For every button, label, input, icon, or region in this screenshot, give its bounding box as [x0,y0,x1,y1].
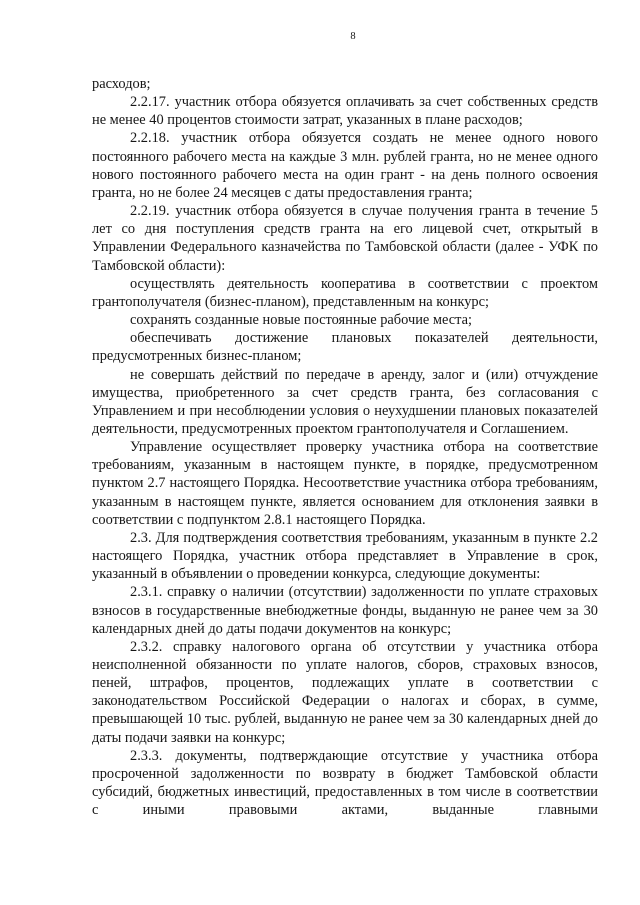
paragraph-2-3: 2.3. Для подтверждения соответствия требованиям, указанным в пункте 2.2 настоящего Порядка, участник отбора представляет в Управление в срок, указанный в объявлении о проведении конкурса, следующие документы: [92,529,598,583]
paragraph-obligation-activity: осуществлять деятельность кооператива в соответствии с проектом грантополучателя (бизнес-планом), представленным на конкурс; [92,275,598,310]
page-number: 8 [350,31,356,42]
paragraph-2-2-18: 2.2.18. участник отбора обязуется создать не менее одного нового постоянного рабочего места на каждые 3 млн. рублей гранта, но не менее одного нового постоянного рабочего места на один грант - на день полного освоения гранта, но не более 24 месяцев с даты предоставления гранта; [92,130,598,201]
paragraph-obligation-indicators: обеспечивать достижение плановых показателей деятельности, предусмотренных бизнес-планом; [92,330,598,365]
paragraph-obligation-jobs: сохранять созданные новые постоянные рабочие места; [130,312,472,329]
paragraph-2-3-2: 2.3.2. справку налогового органа об отсутствии у участника отбора неисполненной обязанности по уплате налогов, сборов, страховых взносов, пеней, штрафов, процентов, подлежащих уплате в соответствии с законодательством Российской Федерации о налогах и сборах, в сумме, превышающей 10 тыс. рублей, выданную не ранее чем за 30 календарных дней до даты подачи заявки на конкурс; [92,638,598,746]
paragraph-2-2-19: 2.2.19. участник отбора обязуется в случае получения гранта в течение 5 лет со дня поступления средств гранта на его лицевой счет, открытый в Управлении Федерального казначейства по Тамбовской области (далее - УФК по Тамбовской области): [92,203,598,274]
document-body [92,75,598,819]
paragraph-continuation: расходов; [92,76,151,92]
paragraph-verification: Управление осуществляет проверку участника отбора на соответствие требованиям, указанным в настоящем пункте, в порядке, предусмотренном пунктом 2.7 настоящего Порядка. Несоответствие участника отбора требованиям, указанным в настоящем пункте, является основанием для отклонения заявки в соответствии с подпунктом 2.8.1 настоящего Порядка. [92,439,598,528]
paragraph-2-3-3: 2.3.3. документы, подтверждающие отсутствие у участника отбора просроченной задолженности по возврату в бюджет Тамбовской области субсидий, бюджетных инвестиций, предоставленных в том числе в соответствии с иными правовыми актами, выданные главными [92,747,598,819]
paragraph-2-2-17: 2.2.17. участник отбора обязуется оплачивать за счет собственных средств не менее 40 процентов стоимости затрат, указанных в плане расходов; [92,94,598,129]
paragraph-2-3-1: 2.3.1. справку о наличии (отсутствии) задолженности по уплате страховых взносов в государственные внебюджетные фонды, выданную не ранее чем за 30 календарных дней до даты подачи документов на конкурс; [92,584,598,637]
paragraph-obligation-property: не совершать действий по передаче в аренду, залог и (или) отчуждение имущества, приобретенного за счет средств гранта, без согласования с Управлением и при несоблюдении условия о неухудшении плановых показателей деятельности, предусмотренных проектом грантополучателя и Соглашением. [92,366,598,437]
